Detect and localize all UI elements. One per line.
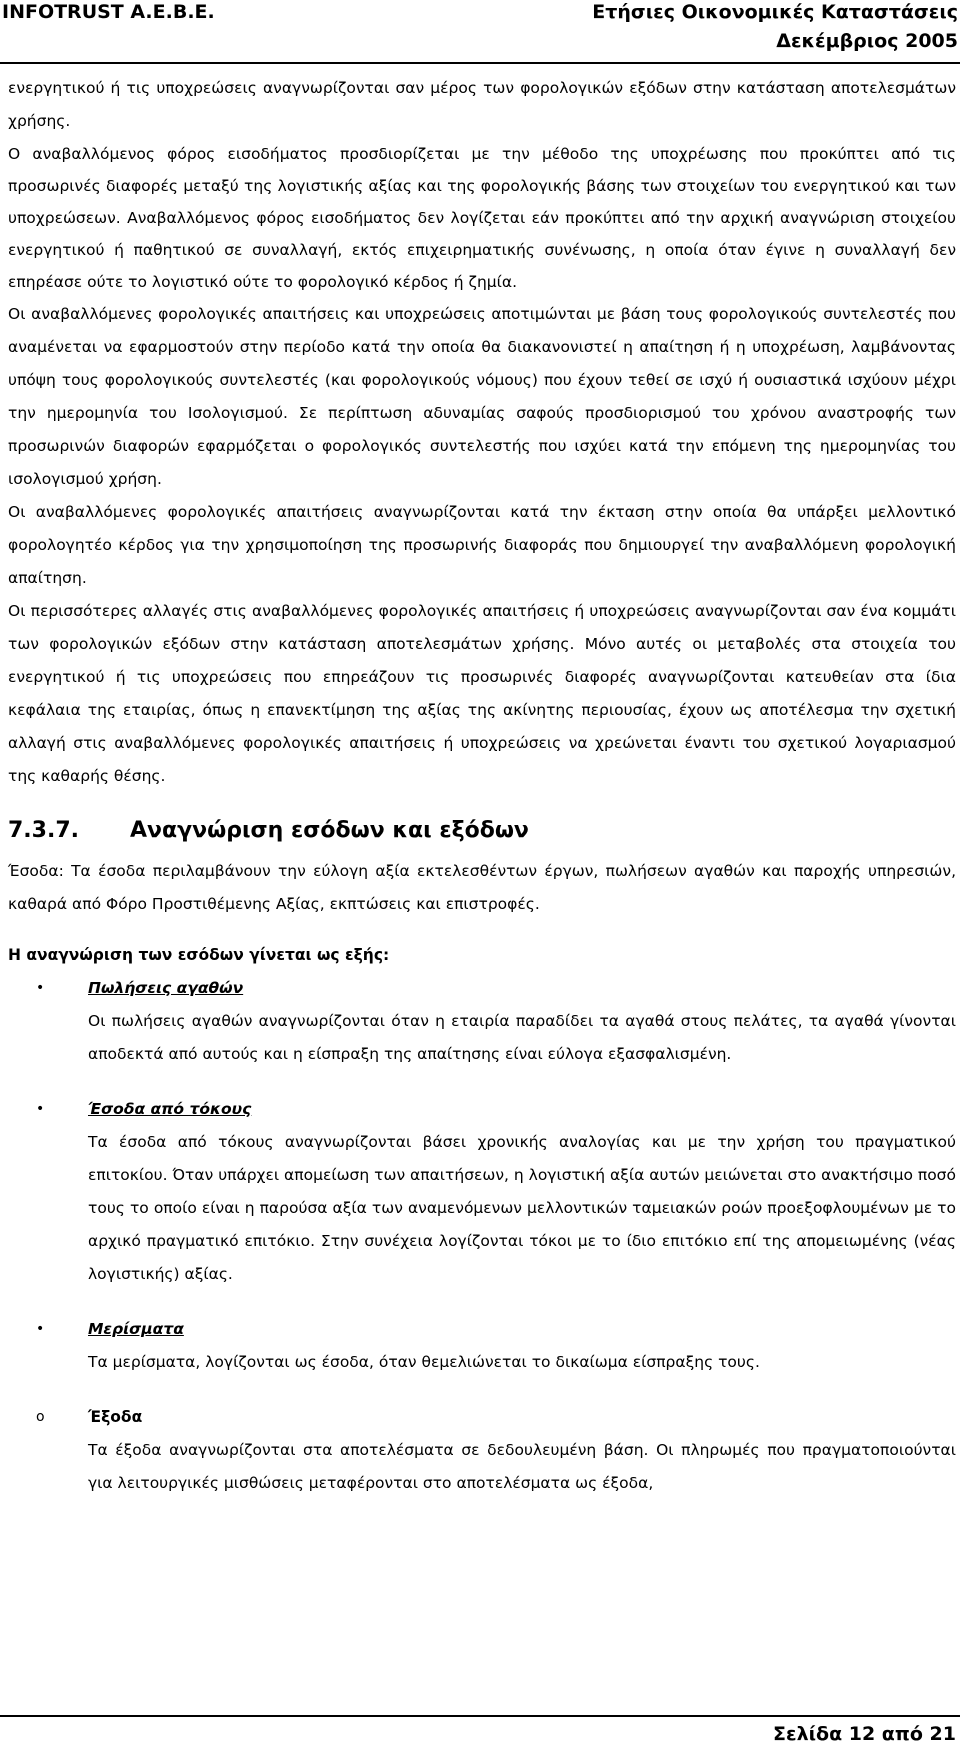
list-item-title: Πωλήσεις αγαθών — [88, 979, 244, 997]
paragraph: Οι αναβαλλόμενες φορολογικές απαιτήσεις και υποχρεώσεις αποτιμώνται με βάση τους φορολογικούς συντελεστές που αναμένεται να εφαρμοστούν στην περίοδο κατά την οποία θα διακανονιστεί η απαίτηση ή η υποχρέωση, λαμβάνοντας υπόψη τους φορολογικούς συντελεστές (και φορολογικούς νόμους) που έχουν τεθεί σε ισχύ ή ουσιαστικά ισχύουν μέχρι την ημερομηνία του Ισολογισμού. Σε περίπτωση αδυναμίας σαφούς προσδιορισμού του χρόνου αναστροφής των προσωρινών διαφορών εφαρμόζεται ο φορολογικός συντελεστής που ισχύει κατά την επόμενη της ημερομηνίας του ισολογισμού χρήση. — [8, 305, 956, 488]
header-divider — [0, 62, 960, 64]
paragraph: Ο αναβαλλόμενος φόρος εισοδήματος προσδιορίζεται με την μέθοδο της υποχρέωσης που προκύπτει από τις προσωρινές διαφορές μεταξύ της λογιστικής αξίας και της φορολογικής βάσης των στοιχείων του ενεργητικού και των υποχρεώσεων. Αναβαλλόμενος φόρος εισοδήματος δεν λογίζεται εάν προκύπτει από την αρχική αναγνώριση στοιχείου ενεργητικού ή παθητικού σε συναλλαγή, εκτός επιχειρηματικής συνένωσης, η οποία όταν έγινε η συναλλαγή δεν επηρέασε ούτε το λογιστικό ούτε το φορολογικό κέρδος ή ζημία. — [8, 145, 956, 291]
list-item — [8, 972, 956, 1071]
bullet-icon: o — [36, 1409, 45, 1425]
list-item-title: Έξοδα — [88, 1408, 143, 1426]
bullet-icon: • — [36, 1101, 45, 1117]
list-item-text: Οι πωλήσεις αγαθών αναγνωρίζονται όταν η εταιρία παραδίδει τα αγαθά στους πελάτες, τα αγαθά γίνονται αποδεκτά από αυτούς και η είσπραξη της απαίτησης είναι εύλογα εξασφαλισμένη. — [88, 1012, 956, 1063]
section-heading — [8, 811, 956, 851]
bullet-icon: • — [36, 1321, 45, 1337]
list-item-text: Τα έσοδα από τόκους αναγνωρίζονται βάσει χρονικής αναλογίας και με την χρήση του πραγματικού επιτοκίου. Όταν υπάρχει απομείωση των απαιτήσεων, η λογιστική αξία αυτών μειώνεται στο ανακτήσιμο ποσό τους το οποίο είναι η παρούσα αξία των αναμενόμενων μελλοντικών ταμειακών ροών προεξοφλουμένων με το αρχικό πραγματικό επιτόκιο. Στην συνέχεια λογίζονται τόκοι με το ίδιο επιτόκιο επί της απομειωμένης (νέας λογιστικής) αξίας. — [88, 1133, 956, 1283]
page-header — [0, 0, 960, 65]
list-item-text: Τα έξοδα αναγνωρίζονται στα αποτελέσματα σε δεδουλευμένη βάση. Οι πληρωμές που πραγματοποιούνται για λειτουργικές μισθώσεις μεταφέρονται στο αποτελέσματα ως έξοδα, — [88, 1441, 956, 1492]
footer-divider — [0, 1715, 960, 1717]
document-body — [8, 72, 956, 1500]
company-name: INFOTRUST A.E.B.E. — [2, 1, 215, 23]
list-item-title: Μερίσματα — [88, 1320, 184, 1338]
list-item-title: Έσοδα από τόκους — [88, 1100, 252, 1118]
list-item — [8, 1093, 956, 1291]
paragraph: Οι αναβαλλόμενες φορολογικές απαιτήσεις αναγνωρίζονται κατά την έκταση στην οποία θα υπάρξει μελλοντικό φορολογητέο κέρδος για την χρησιμοποίηση της προσωρινής διαφοράς που δημιουργεί την αναβαλλόμενη φορολογική απαίτηση. — [8, 503, 956, 587]
section-intro: Έσοδα: Τα έσοδα περιλαμβάνουν την εύλογη αξία εκτελεσθέντων έργων, πωλήσεων αγαθών και παροχής υπηρεσιών, καθαρά από Φόρο Προστιθέμενης Αξίας, εκπτώσεις και επιστροφές. — [8, 862, 956, 913]
list-item — [8, 1313, 956, 1379]
page-number: Σελίδα 12 από 21 — [773, 1723, 956, 1745]
section-number: 7.3.7. — [8, 818, 79, 843]
document-title: Ετήσιες Οικονομικές Καταστάσεις — [592, 1, 958, 23]
paragraph: Οι περισσότερες αλλαγές στις αναβαλλόμενες φορολογικές απαιτήσεις ή υποχρεώσεις αναγνωρίζονται σαν ένα κομμάτι των φορολογικών εξόδων στην κατάσταση αποτελεσμάτων χρήσης. Μόνο αυτές οι μεταβολές στα στοιχεία του ενεργητικού ή τις υποχρεώσεις που επηρεάζουν τις προσωρινές διαφορές αναγνωρίζονται κατευθείαν στα ίδια κεφάλαια της εταιρίας, όπως η επανεκτίμηση της αξίας της ακίνητης περιουσίας, έχουν ως αποτέλεσμα την σχετική αλλαγή στις αναβαλλόμενες φορολογικές απαιτήσεις ή υποχρεώσεις να χρεώνεται έναντι του σχετικού λογαριασμού της καθαρής θέσης. — [8, 602, 956, 785]
section-title: Αναγνώριση εσόδων και εξόδων — [130, 818, 529, 843]
list-item-text: Τα μερίσματα, λογίζονται ως έσοδα, όταν θεμελιώνεται το δικαίωμα είσπραξης τους. — [88, 1353, 760, 1371]
report-period: Δεκέμβριος 2005 — [776, 30, 958, 52]
list-item — [8, 1401, 956, 1500]
bullet-icon: • — [36, 980, 45, 996]
paragraph: ενεργητικού ή τις υποχρεώσεις αναγνωρίζονται σαν μέρος των φορολογικών εξόδων στην κατάσταση αποτελεσμάτων χρήσης. — [8, 79, 956, 130]
subheading: Η αναγνώριση των εσόδων γίνεται ως εξής: — [8, 946, 390, 964]
